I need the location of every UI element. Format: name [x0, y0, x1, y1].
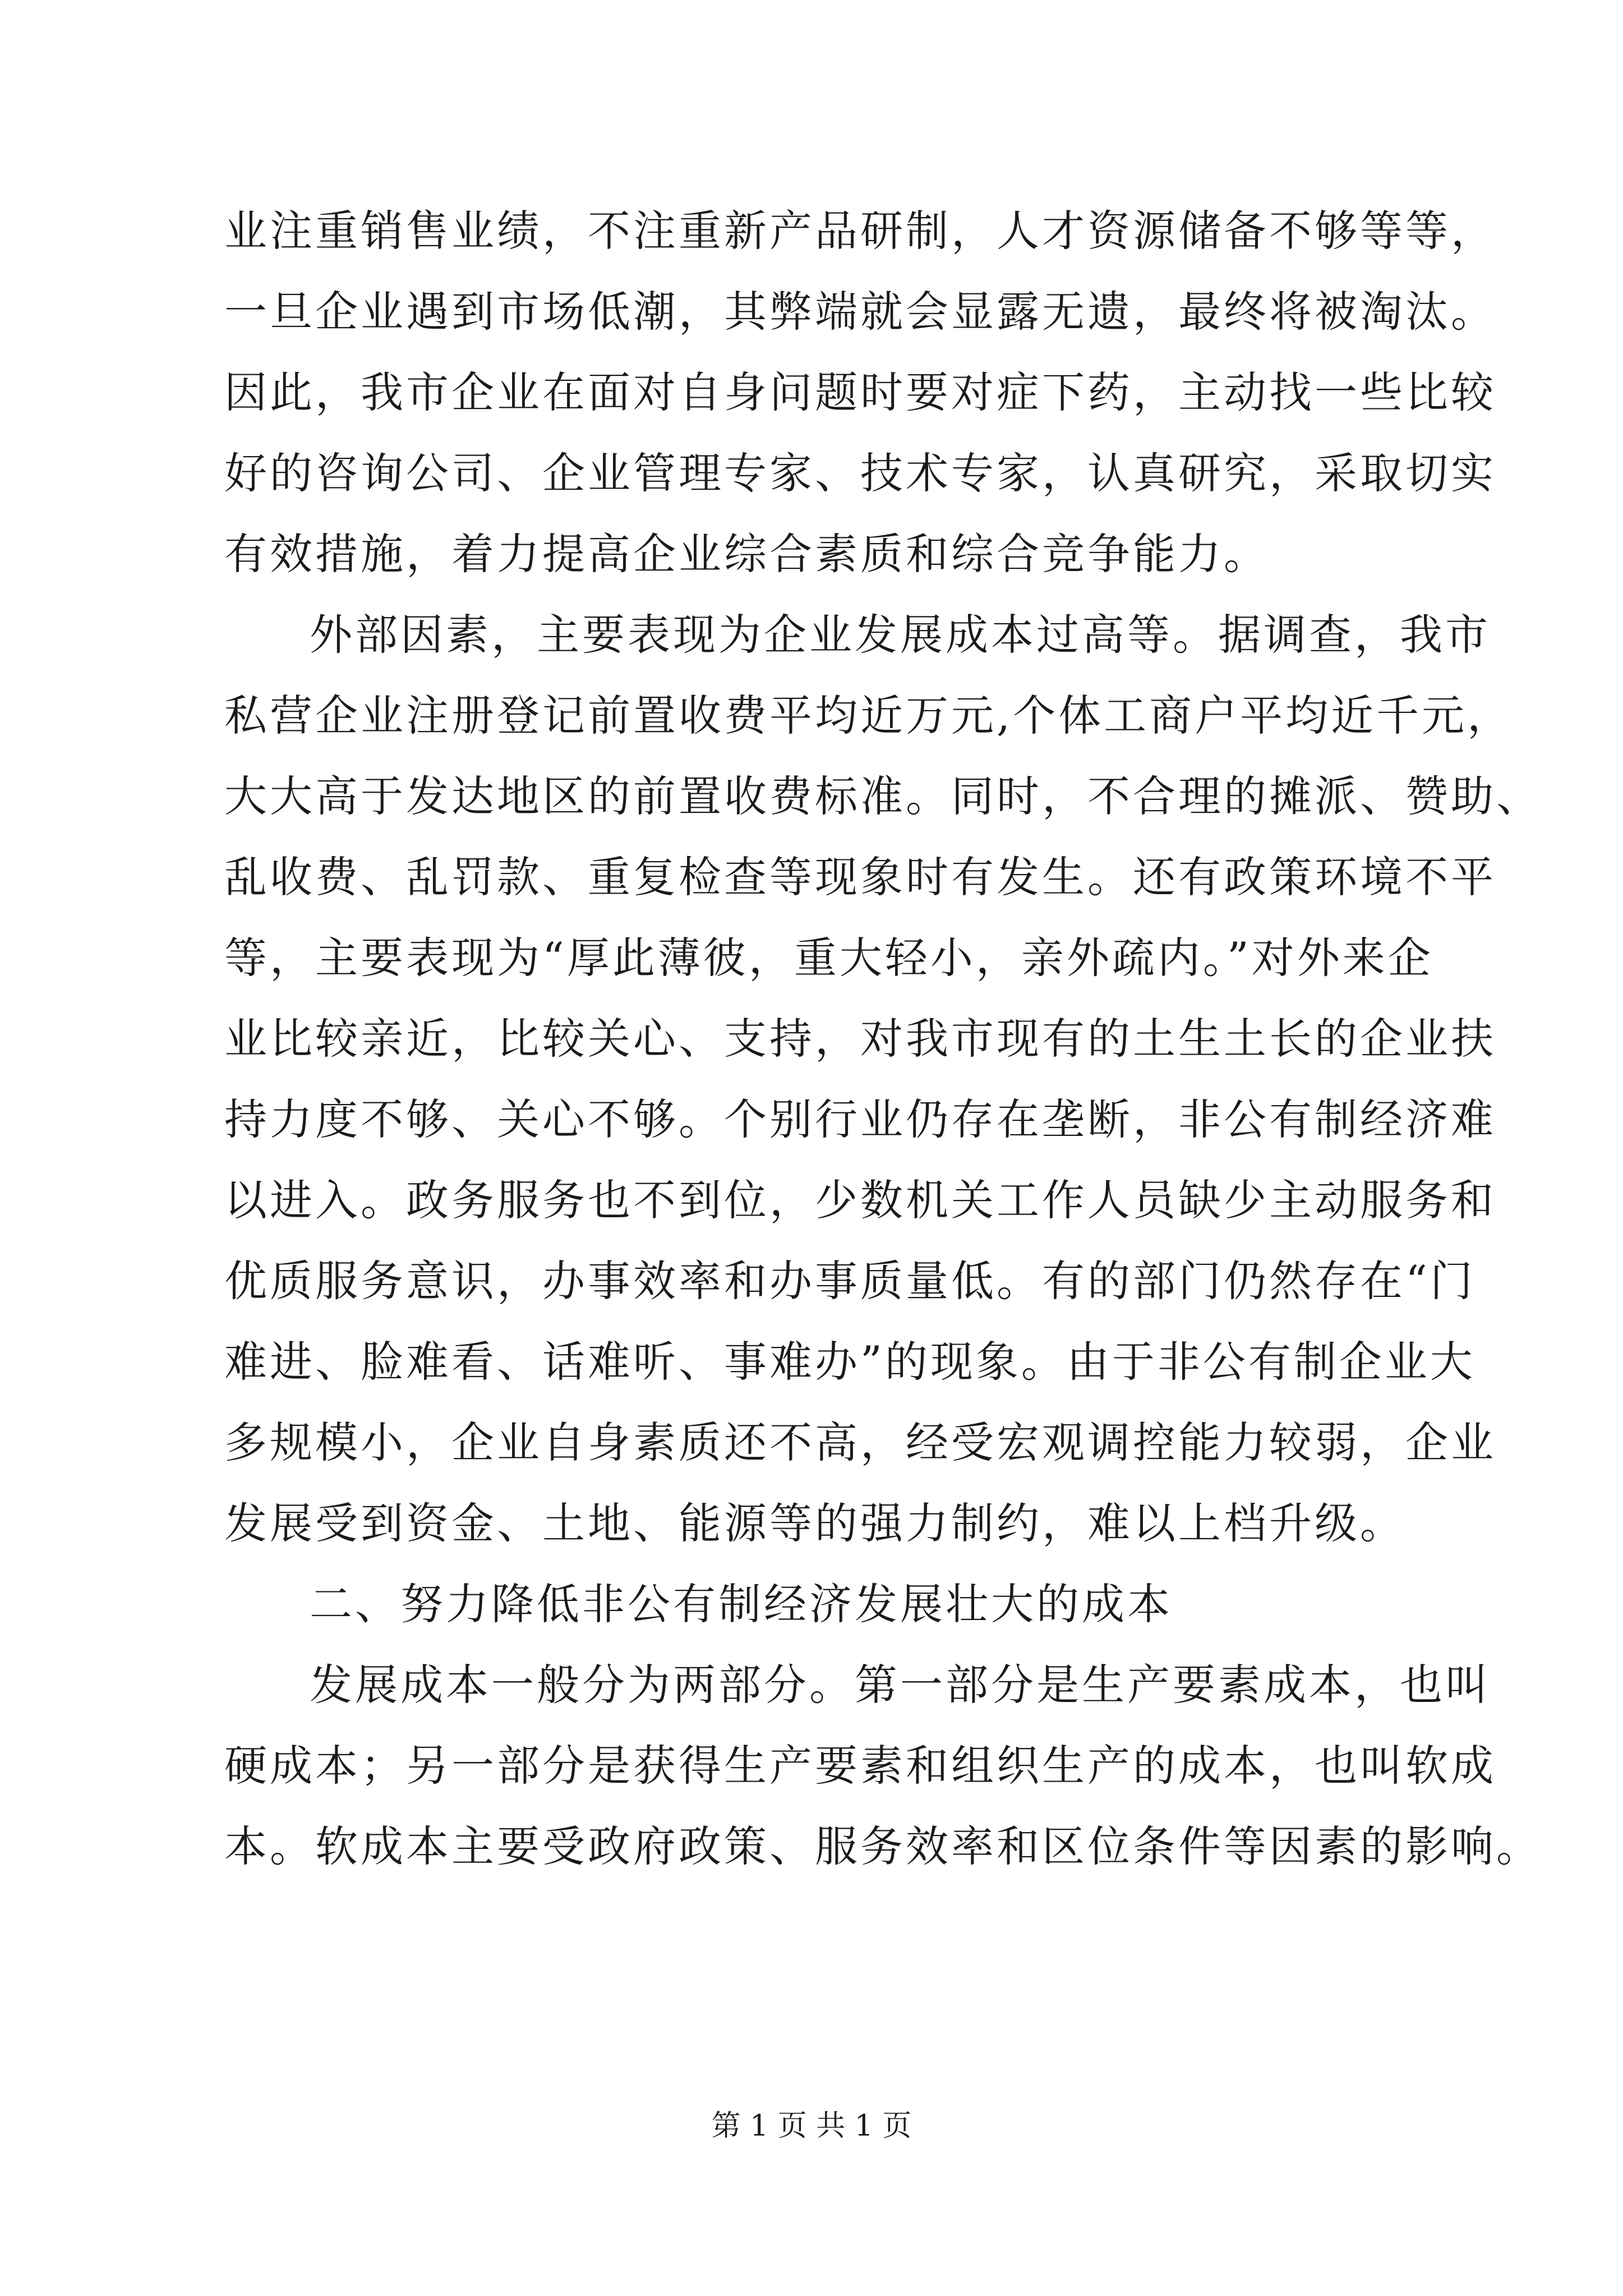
text-line: 乱收费、乱罚款、重复检查等现象时有发生。还有政策环境不平 — [224, 852, 1496, 902]
text-line: 私营企业注册登记前置收费平均近万元,个体工商户平均近千元， — [224, 691, 1513, 740]
text-line: 发展受到资金、土地、能源等的强力制约，难以上档升级。 — [224, 1498, 1405, 1548]
text-line: 因此，我市企业在面对自身问题时要对症下药，主动找一些比较 — [224, 367, 1496, 417]
text-line: 有效措施，着力提高企业综合素质和综合竞争能力。 — [224, 529, 1269, 579]
text-line: 大大高于发达地区的前置收费标准。同时，不合理的摊派、赞助、 — [224, 771, 1542, 821]
text-line: 多规模小，企业自身素质还不高，经受宏观调控能力较弱，企业 — [224, 1418, 1496, 1467]
text-line: 优质服务意识，办事效率和办事质量低。有的部门仍然存在“门 — [224, 1256, 1476, 1306]
text-line: 一旦企业遇到市场低潮，其弊端就会显露无遗，最终将被淘汰。 — [224, 287, 1496, 337]
text-line: 难进、脸难看、话难听、事难办”的现象。由于非公有制企业大 — [224, 1337, 1476, 1387]
text-line: 本。软成本主要受政府政策、服务效率和区位条件等因素的影响。 — [224, 1821, 1542, 1871]
page-footer: 第 1 页 共 1 页 — [711, 2109, 912, 2143]
paragraph-first-line: 外部因素，主要表现为企业发展成本过高等。据调查，我市 — [310, 610, 1491, 660]
section-heading: 二、努力降低非公有制经济发展壮大的成本 — [310, 1579, 1173, 1629]
text-line: 以进入。政务服务也不到位，少数机关工作人员缺少主动服务和 — [224, 1175, 1496, 1225]
body-text — [224, 191, 1542, 1887]
paragraph-first-line: 发展成本一般分为两部分。第一部分是生产要素成本，也叫 — [310, 1660, 1491, 1710]
text-line: 好的咨询公司、企业管理专家、技术专家，认真研究，采取切实 — [224, 448, 1496, 498]
text-line: 等，主要表现为“厚此薄彼，重大轻小，亲外疏内。”对外来企 — [224, 933, 1433, 983]
text-line: 业注重销售业绩，不注重新产品研制，人才资源储备不够等等， — [224, 206, 1496, 256]
text-line: 业比较亲近，比较关心、支持，对我市现有的土生土长的企业扶 — [224, 1014, 1496, 1064]
text-line: 持力度不够、关心不够。个别行业仍存在垄断，非公有制经济难 — [224, 1094, 1496, 1144]
text-line: 硬成本；另一部分是获得生产要素和组织生产的成本，也叫软成 — [224, 1741, 1496, 1791]
